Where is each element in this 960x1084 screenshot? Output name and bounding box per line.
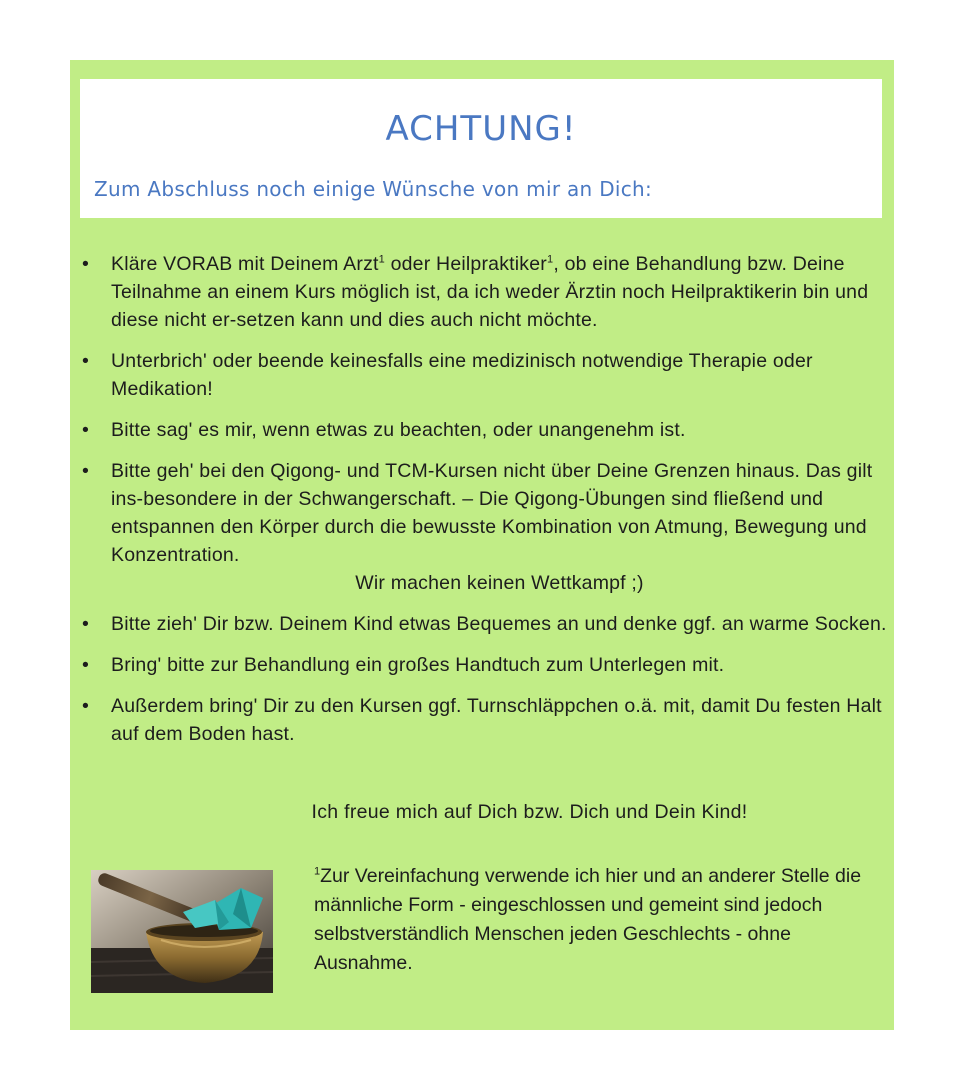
list-item — [70, 692, 894, 748]
list-item-text: Bring' bitte zur Behandlung ein großes Handtuch zum Unterlegen mit. — [111, 654, 725, 676]
bullet-icon: • — [82, 695, 90, 717]
bullet-icon: • — [82, 253, 90, 275]
list-item-text-b: oder Heilpraktiker — [384, 253, 547, 275]
bullet-icon: • — [82, 460, 90, 482]
list-item-text: Unterbrich' oder beende keinesfalls eine medizinisch notwendige Therapie oder Medikation! — [111, 350, 813, 400]
list-item — [70, 416, 894, 444]
list-item — [70, 610, 894, 638]
page-subtitle: Zum Abschluss noch einige Wünsche von mir an Dich: — [94, 177, 653, 201]
list-item-text: Bitte zieh' Dir bzw. Deinem Kind etwas Bequemes an und denke ggf. an warme Socken. — [111, 613, 887, 635]
list-item — [70, 457, 894, 597]
bullet-icon: • — [82, 654, 90, 676]
footnote-marker: 1 — [314, 865, 321, 878]
list-item-text: Außerdem bring' Dir zu den Kursen ggf. Turnschläppchen o.ä. mit, damit Du festen Halt auf dem Boden hast. — [111, 695, 882, 745]
page-title: ACHTUNG! — [385, 109, 577, 149]
header-box — [80, 79, 882, 218]
bullet-icon: • — [82, 613, 90, 635]
list-item-text: Bitte sag' es mir, wenn etwas zu beachten, oder unangenehm ist. — [111, 419, 686, 441]
singing-bowl-image — [91, 870, 273, 993]
list-item-text: Bitte geh' bei den Qigong- und TCM-Kursen nicht über Deine Grenzen hinaus. Das gilt ins-besondere in der Schwangerschaft. – Die Qigong-Übungen sind fließend und entspannen den Körper durch die bewusste Kombination von Atmung, Bewegung und Konzentration. — [111, 460, 873, 566]
list-item-text-c: , ob eine Behandlung bzw. Deine Teilnahme an einem Kurs möglich ist, da ich weder Ärztin noch Heilpraktikerin bin und diese nicht er-setzen kann und dies auch nicht möchte. — [111, 253, 869, 331]
wishes-list — [70, 250, 894, 748]
list-item-centered-note: Wir machen keinen Wettkampf ;) — [355, 572, 644, 594]
list-item — [70, 347, 894, 403]
list-item — [70, 250, 894, 334]
closing-line: Ich freue mich auf Dich bzw. Dich und Dein Kind! — [311, 801, 748, 823]
singing-bowl-photo — [91, 870, 273, 993]
footnote-ref: 1 — [378, 253, 385, 266]
list-item — [70, 651, 894, 679]
list-item-text-a: Kläre VORAB mit Deinem Arzt — [111, 253, 379, 275]
footnote — [314, 862, 884, 978]
bullet-icon: • — [82, 419, 90, 441]
bullet-icon: • — [82, 350, 90, 372]
footnote-text: Zur Vereinfachung verwende ich hier und an anderer Stelle die männliche Form - eingeschlossen und gemeint sind jedoch selbstverständlich Menschen jeden Geschlechts - ohne Ausnahme. — [314, 865, 862, 974]
info-panel — [70, 60, 894, 1030]
footnote-ref: 1 — [547, 253, 554, 266]
